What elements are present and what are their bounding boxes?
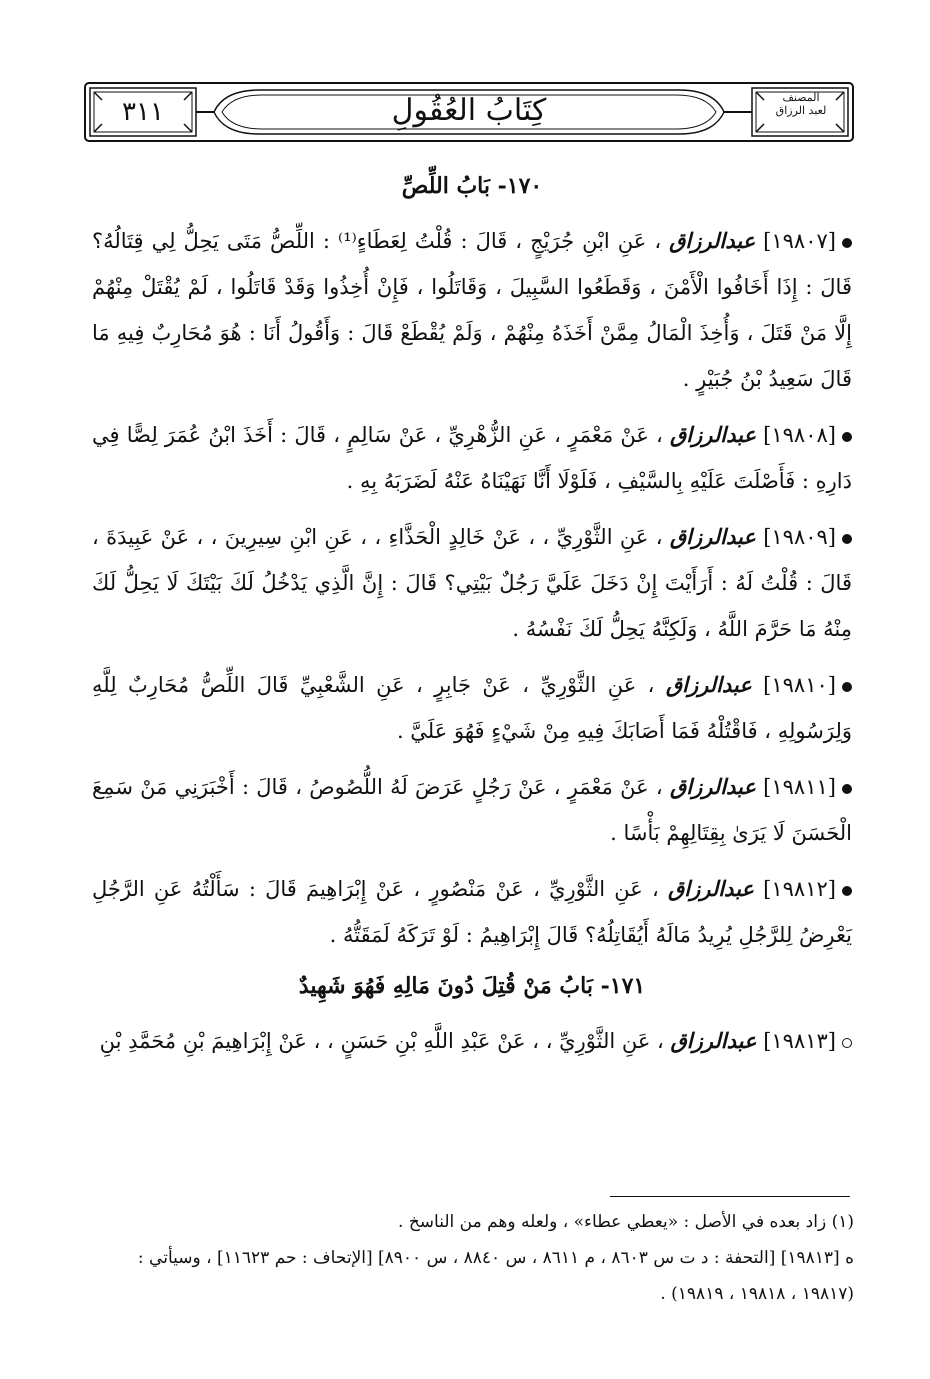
ring-bullet-icon bbox=[842, 1038, 852, 1048]
hadith-narrator: عبدالرزاق bbox=[670, 1028, 757, 1053]
hadith-narrator: عبدالرزاق bbox=[669, 774, 756, 799]
bullet-icon bbox=[842, 784, 852, 794]
hadith-text: ، عَنِ ابْنِ جُرَيْجٍ ، قَالَ : قُلْتُ لِعَطَاءٍ⁽¹⁾ : اللِّصُّ مَتَى يَحِلُّ لِي قِتَالُهُ؟ قَالَ : إِذَا أَخَافُوا الْأَمْنَ ، وَقَطَعُوا السَّبِيلَ ، وَقَاتَلُوا ، فَإِنْ أُخِذُوا وَقَدْ قَاتَلُوا ، لَمْ يُقْتَلْ مِنْهُمْ إِلَّا مَنْ قَتَلَ ، وَأُخِذَ الْمَالُ مِمَّنْ أَخَذَهُ مِنْهُمْ ، وَلَمْ يُقْطَعْ قَالَ : وَأَقُولُ أَنَا : هُوَ مُحَارِبٌ فِيهِ مَا قَالَ سَعِيدُ بْنُ جُبَيْرٍ . bbox=[92, 229, 852, 391]
publisher-seal bbox=[762, 91, 840, 133]
hadith-19810 bbox=[92, 662, 852, 754]
hadith-text: ، عَنِ الثَّوْرِيِّ ، عَنْ مَنْصُورٍ ، عَنْ إِبْرَاهِيمَ قَالَ : سَأَلْتُهُ عَنِ الرَّجُلِ يَعْرِضُ لِلرَّجُلِ يُرِيدُ مَالَهُ أَيُقَاتِلُهُ؟ قَالَ إِبْرَاهِيمُ : لَوْ تَرَكَهُ لَمَقَتُّهُ . bbox=[92, 877, 852, 947]
hadith-number: [١٩٨١٣] bbox=[763, 1029, 836, 1053]
hadith-text: ، عَنِ الثَّوْرِيِّ ، عَنْ جَابِرٍ ، عَنِ الشَّعْبِيِّ قَالَ اللِّصُّ مُحَارِبٌ لِلَّهِ وَلِرَسُولِهِ ، فَاقْتُلْهُ فَمَا أَصَابَكَ فِيهِ مِنْ شَيْءٍ فَهُوَ عَلَيَّ . bbox=[92, 673, 852, 743]
seal-line-2: لعبد الرزاق bbox=[775, 104, 827, 117]
bullet-icon bbox=[842, 534, 852, 544]
hadith-number: [١٩٨١٠] bbox=[763, 673, 836, 697]
hadith-narrator: عبدالرزاق bbox=[665, 672, 752, 697]
bullet-icon bbox=[842, 682, 852, 692]
hadith-19808 bbox=[92, 412, 852, 504]
hadith-narrator: عبدالرزاق bbox=[667, 876, 754, 901]
bullet-icon bbox=[842, 432, 852, 442]
chapter-heading-171: ١٧١- بَابُ مَنْ قُتِلَ دُونَ مَالِهِ فَهُوَ شَهِيدٌ bbox=[298, 973, 646, 999]
page-header bbox=[84, 82, 854, 142]
seal-line-1: المصنف bbox=[782, 91, 820, 104]
hadith-19811 bbox=[92, 764, 852, 856]
footnote-1: (١) زاد بعده في الأصل : «يعطي عطاء» ، ولعله وهم من الناسخ . bbox=[398, 1212, 854, 1232]
hadith-text: ، عَنْ مَعْمَرٍ ، عَنْ رَجُلٍ عَرَضَ لَهُ اللُّصُوصُ ، قَالَ : أَخْبَرَنِي مَنْ سَمِعَ الْحَسَنَ لَا يَرَىٰ بِقِتَالِهِمْ بَأْسًا . bbox=[92, 775, 852, 845]
book-title: كِتَابُ العُقُولِ bbox=[391, 93, 547, 128]
footnote-takhrij: ه [١٩٨١٣] [التحفة : د ت س ٨٦٠٣ ، م ٨٦١١ ، س ٨٨٤٠ ، س ٨٩٠٠] [الإتحاف : حم ١١٦٢٣] ، وسيأتي : (١٩٨١٧ ، ١٩٨١٨ ، ١٩٨١٩) . bbox=[137, 1248, 854, 1304]
hadith-19813 bbox=[92, 1018, 852, 1064]
main-text bbox=[92, 168, 852, 1074]
hadith-19807 bbox=[92, 218, 852, 402]
bullet-icon bbox=[842, 886, 852, 896]
hadith-number: [١٩٨٠٩] bbox=[763, 525, 836, 549]
hadith-19809 bbox=[92, 514, 852, 652]
chapter-heading-170: ١٧٠- بَابُ اللِّصِّ bbox=[401, 173, 543, 199]
footnote-divider bbox=[610, 1196, 850, 1197]
hadith-narrator: عبدالرزاق bbox=[670, 422, 756, 447]
bullet-icon bbox=[842, 238, 852, 248]
hadith-number: [١٩٨١١] bbox=[763, 775, 836, 799]
hadith-text: ، عَنْ مَعْمَرٍ ، عَنِ الزُّهْرِيِّ ، عَنْ سَالِمٍ ، قَالَ : أَخَذَ ابْنُ عُمَرَ لِصًّا فِي دَارِهِ : فَأَصْلَتَ عَلَيْهِ بِالسَّيْفِ ، فَلَوْلَا أَنَّا نَهَيْنَاهُ عَنْهُ لَضَرَبَهُ بِهِ . bbox=[92, 423, 852, 493]
hadith-number: [١٩٨٠٧] bbox=[763, 229, 836, 253]
page-number: ٣١١ bbox=[122, 97, 164, 127]
hadith-number: [١٩٨١٢] bbox=[763, 877, 836, 901]
hadith-number: [١٩٨٠٨] bbox=[763, 423, 836, 447]
hadith-narrator: عبدالرزاق bbox=[669, 524, 756, 549]
hadith-19812 bbox=[92, 866, 852, 958]
footnotes bbox=[92, 1204, 854, 1312]
hadith-narrator: عبدالرزاق bbox=[669, 228, 756, 253]
hadith-text: ، عَنِ الثَّوْرِيِّ ، ، عَنْ خَالِدٍ الْحَذَّاءِ ، ، عَنِ ابْنِ سِيرِينَ ، ، عَنْ عَبِيدَةَ ، قَالَ : قُلْتُ لَهُ : أَرَأَيْتَ إِنْ دَخَلَ عَلَيَّ رَجُلٌ بَيْتِي؟ قَالَ : إِنَّ الَّذِي يَدْخُلُ لَكَ بَيْتَكَ لَا يَحِلُّ لَكَ مِنْهُ مَا حَرَّمَ اللَّهُ ، وَلَكِنَّهُ يَحِلُّ لَكَ نَفْسُهُ . bbox=[92, 525, 852, 641]
hadith-text: ، عَنِ الثَّوْرِيِّ ، ، عَنْ عَبْدِ اللَّهِ بْنِ حَسَنٍ ، ، عَنْ إِبْرَاهِيمَ بْنِ مُحَمَّدِ بْنِ bbox=[99, 1029, 664, 1053]
